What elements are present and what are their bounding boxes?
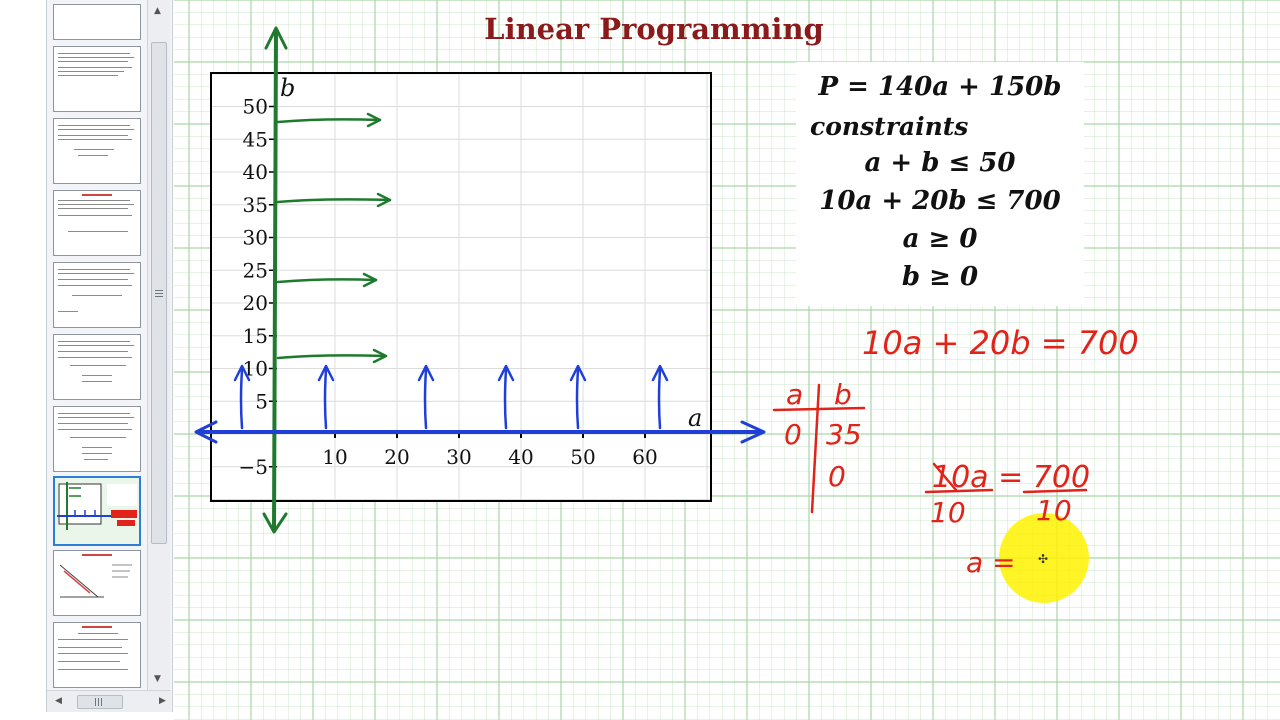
left-panel	[0, 0, 174, 720]
constraint-3: a ≥ 0	[902, 224, 978, 254]
x-tick-label: 50	[570, 445, 596, 469]
x-tick-label: 10	[322, 445, 348, 469]
y-axis-label: b	[280, 74, 296, 102]
objective-function: P = 140a + 150b	[818, 72, 1062, 102]
slide-thumbnail-pane[interactable]	[46, 0, 173, 712]
slide-thumbnail-3[interactable]	[53, 118, 141, 184]
slide-thumbnail-5[interactable]	[53, 262, 141, 328]
page-title: Linear Programming	[484, 12, 824, 46]
x-tick-label: 30	[446, 445, 472, 469]
y-tick-label: 40	[242, 160, 268, 184]
y-tick-label: 25	[242, 258, 268, 283]
constraints-label: constraints	[810, 112, 969, 141]
table-row1-b: 35	[826, 418, 862, 451]
y-tick-label: 15	[242, 323, 268, 348]
slide-thumbnail-8-selected[interactable]	[53, 476, 141, 546]
slide-thumbnail-9[interactable]	[53, 550, 141, 616]
scrollbar-thumb[interactable]	[151, 42, 167, 544]
constraint-1: a + b ≤ 50	[864, 148, 1016, 178]
y-tick-label: 35	[242, 192, 268, 217]
slide-thumbnail-10[interactable]	[53, 622, 141, 688]
chevron-up-icon[interactable]: ▲	[154, 6, 161, 16]
y-tick-label: −5	[238, 454, 268, 479]
chevron-right-icon[interactable]: ▶	[159, 696, 166, 706]
handwritten-annotations	[174, 0, 1280, 720]
table-header-b: b	[834, 378, 852, 411]
division-denominator-left: 10	[930, 496, 966, 529]
handwritten-equation: 10a + 20b = 700	[862, 324, 1139, 362]
division-denominator-right: 10	[1036, 494, 1072, 527]
shading-arrow-up	[505, 370, 506, 428]
table-row2-b: 0	[828, 460, 846, 493]
slide-thumbnail-7[interactable]	[53, 406, 141, 472]
shading-arrow-up	[241, 370, 242, 428]
shading-arrow-up	[577, 370, 578, 428]
cursor-icon: ✣	[1038, 552, 1049, 566]
slide-8-preview-icon	[55, 478, 141, 544]
horizontal-scrollbar-thumb[interactable]	[77, 695, 123, 709]
constraint-4: b ≥ 0	[901, 262, 979, 292]
division-numerator: 10a = 700	[932, 460, 1091, 495]
y-tick-label: 30	[242, 225, 268, 250]
shading-arrow-right	[278, 279, 376, 282]
y-tick-label: 50	[242, 94, 268, 119]
slide-canvas[interactable]	[174, 0, 1280, 720]
slide-thumbnail-6[interactable]	[53, 334, 141, 400]
shading-arrow-up	[325, 370, 326, 428]
slide-thumbnail-4[interactable]	[53, 190, 141, 256]
shading-arrow-up	[425, 370, 426, 428]
constraint-2: 10a + 20b ≤ 700	[819, 186, 1061, 216]
y-tick-label: 20	[242, 291, 268, 315]
shading-arrow-right	[278, 355, 386, 358]
x-axis-label: a	[688, 404, 703, 432]
thumbnail-vertical-scrollbar[interactable]	[147, 0, 170, 690]
x-tick-label: 40	[508, 445, 534, 469]
x-tick-label: 20	[384, 445, 410, 469]
slide-thumbnail-1[interactable]	[53, 4, 141, 40]
y-tick-label: 10	[242, 356, 268, 381]
grip-icon	[152, 289, 166, 299]
chevron-left-icon[interactable]: ◀	[55, 696, 62, 706]
horizontal-grip-icon	[94, 698, 104, 706]
chevron-down-icon[interactable]: ▼	[154, 674, 161, 684]
table-header-a: a	[786, 378, 804, 411]
shading-arrow-right	[278, 119, 380, 122]
thumbnail-horizontal-scrollbar[interactable]	[47, 690, 171, 712]
shading-arrow-right	[278, 199, 390, 202]
table-divider	[812, 385, 819, 512]
slide-9-preview-icon	[54, 557, 140, 616]
y-tick-label: 45	[242, 127, 268, 152]
shading-arrow-up	[659, 370, 660, 428]
result-a-equals: a =	[966, 546, 1016, 579]
slide-thumbnail-2[interactable]	[53, 46, 141, 112]
table-row1-a: 0	[784, 418, 802, 451]
y-tick-label: 5	[255, 389, 268, 414]
y-axis-line	[274, 30, 276, 530]
x-tick-label: 60	[632, 445, 658, 469]
